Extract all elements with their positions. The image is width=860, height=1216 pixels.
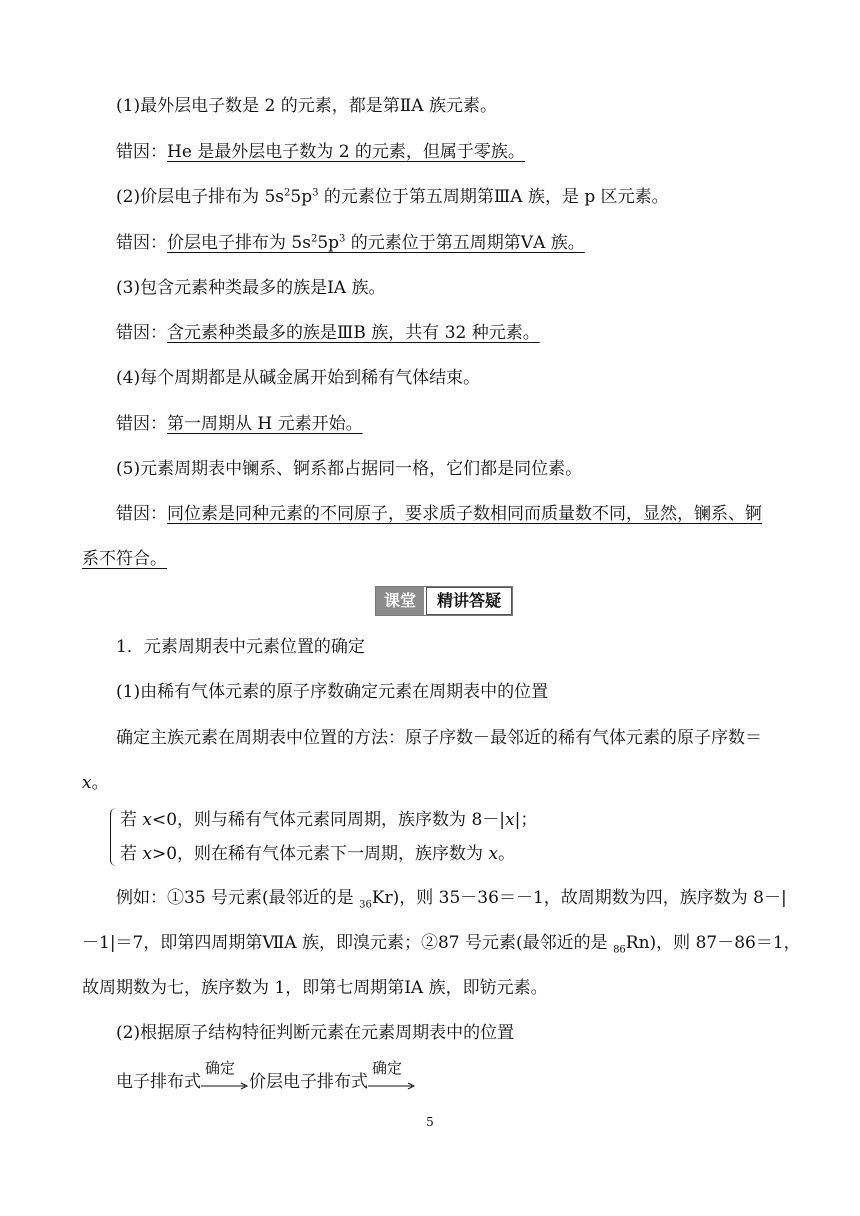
statement-text: 5p (290, 187, 313, 207)
subscript: 86 (613, 944, 626, 956)
reason-text: He 是最外层电子数为 2 的元素，但属于零族。 (167, 142, 525, 162)
arrow-label: 确定 (372, 1059, 403, 1077)
error-item-1 (82, 92, 816, 120)
flow-step: 价层电子排布式 (249, 1072, 368, 1092)
arrow-label: 确定 (205, 1059, 236, 1077)
reason-text: 系不符合。 (82, 549, 167, 569)
reason-text: 第一周期从 H 元素开始。 (167, 414, 363, 434)
case-text: <0，则与稀有气体元素同周期，族序数为 8－| (152, 810, 506, 830)
case-text: |； (514, 810, 538, 830)
case-text: 。 (498, 844, 516, 864)
case-line-1 (120, 806, 820, 834)
heading-text: (2)根据原子结构特征判断元素在元素周期表中的位置 (116, 1023, 515, 1043)
statement-text: (1)最外层电子数是 2 的元素，都是第ⅡA 族元素。 (116, 96, 497, 116)
statement-text: (2)价层电子排布为 5s (116, 187, 285, 207)
variable-x: x (142, 810, 152, 830)
reason-text-part: 5p (317, 233, 340, 253)
example-text: Rn)，则 87－86＝1， (625, 933, 801, 953)
subscript: 36 (359, 899, 372, 911)
reason-text: 同位素是同种元素的不同原子，要求质子数相同而质量数不同，显然，镧系、锕 (167, 504, 762, 524)
reason-text: 含元素种类最多的族是ⅢB 族，共有 32 种元素。 (167, 323, 540, 343)
example-text: 例如：①35 号元素(最邻近的是 (116, 888, 360, 908)
example-text: 故周期数为七，族序数为 1，即第七周期第ⅠA 族，即钫元素。 (82, 978, 548, 998)
case-text: 若 (120, 810, 143, 830)
method-text-cont (82, 769, 782, 797)
case-brace (110, 808, 119, 866)
reason-label: 错因： (116, 142, 167, 162)
example-line-1 (82, 884, 816, 912)
superscript: 2 (284, 187, 291, 199)
error-reason-4 (82, 410, 816, 438)
example-text: Kr)，则 35－36＝－1，故周期数为四，族序数为 8－| (371, 888, 787, 908)
reason-text-part: 价层电子排布为 5s (167, 233, 311, 253)
reason-label: 错因： (116, 323, 167, 343)
subsection-heading-1 (82, 678, 816, 706)
section-banner (375, 586, 513, 616)
example-line-3 (82, 974, 782, 1002)
error-reason-1 (82, 138, 816, 166)
error-item-5 (82, 455, 816, 483)
case-line-2 (120, 840, 820, 868)
case-text: >0，则在稀有气体元素下一周期，族序数为 (152, 844, 489, 864)
error-reason-5 (82, 500, 816, 528)
arrow-icon (201, 1082, 249, 1090)
body-text: 确定主族元素在周期表中位置的方法：原子序数－最邻近的稀有气体元素的原子序数＝ (116, 728, 762, 748)
method-text (82, 724, 816, 752)
error-reason-5-cont (82, 545, 782, 573)
reason-text (167, 233, 585, 253)
example-text: －1|＝7，即第四周期第ⅦA 族，即溴元素；②87 号元素(最邻近的是 (82, 933, 614, 953)
body-text: 。 (91, 773, 109, 793)
statement-text: (4)每个周期都是从碱金属开始到稀有气体结束。 (116, 368, 481, 388)
superscript: 2 (310, 233, 318, 245)
case-text: 若 (120, 844, 143, 864)
heading-text: 1．元素周期表中元素位置的确定 (116, 637, 365, 657)
section-heading (82, 633, 816, 661)
flow-line (82, 1059, 816, 1096)
superscript: 3 (339, 233, 346, 245)
statement-text: (5)元素周期表中镧系、锕系都占据同一格，它们都是同位素。 (116, 459, 583, 479)
flow-arrow (201, 1059, 249, 1096)
variable-x: x (505, 810, 515, 830)
error-reason-3 (82, 319, 816, 347)
variable-x: x (82, 773, 92, 793)
page-number: 5 (426, 1115, 434, 1129)
flow-arrow (368, 1059, 416, 1096)
error-item-3 (82, 274, 816, 302)
reason-label: 错因： (116, 414, 167, 434)
superscript: 3 (312, 187, 319, 199)
example-line-2 (82, 929, 801, 957)
reason-label: 错因： (116, 504, 167, 524)
arrow-icon (368, 1082, 416, 1090)
variable-x: x (142, 844, 152, 864)
reason-text-part: 的元素位于第五周期第ⅤA 族。 (345, 233, 585, 253)
heading-text: (1)由稀有气体元素的原子序数确定元素在周期表中的位置 (116, 682, 549, 702)
banner-title: 精讲答疑 (426, 587, 512, 615)
variable-x: x (488, 844, 499, 864)
error-reason-2 (82, 229, 816, 257)
subsection-heading-2 (82, 1019, 816, 1047)
reason-label: 错因： (116, 233, 167, 253)
statement-text: (3)包含元素种类最多的族是ⅠA 族。 (116, 278, 386, 298)
error-item-2 (82, 183, 816, 211)
statement-text: 的元素位于第五周期第ⅢA 族，是 p 区元素。 (318, 187, 669, 207)
error-item-4 (82, 364, 816, 392)
flow-step: 电子排布式 (116, 1072, 201, 1092)
banner-tag: 课堂 (376, 587, 424, 615)
